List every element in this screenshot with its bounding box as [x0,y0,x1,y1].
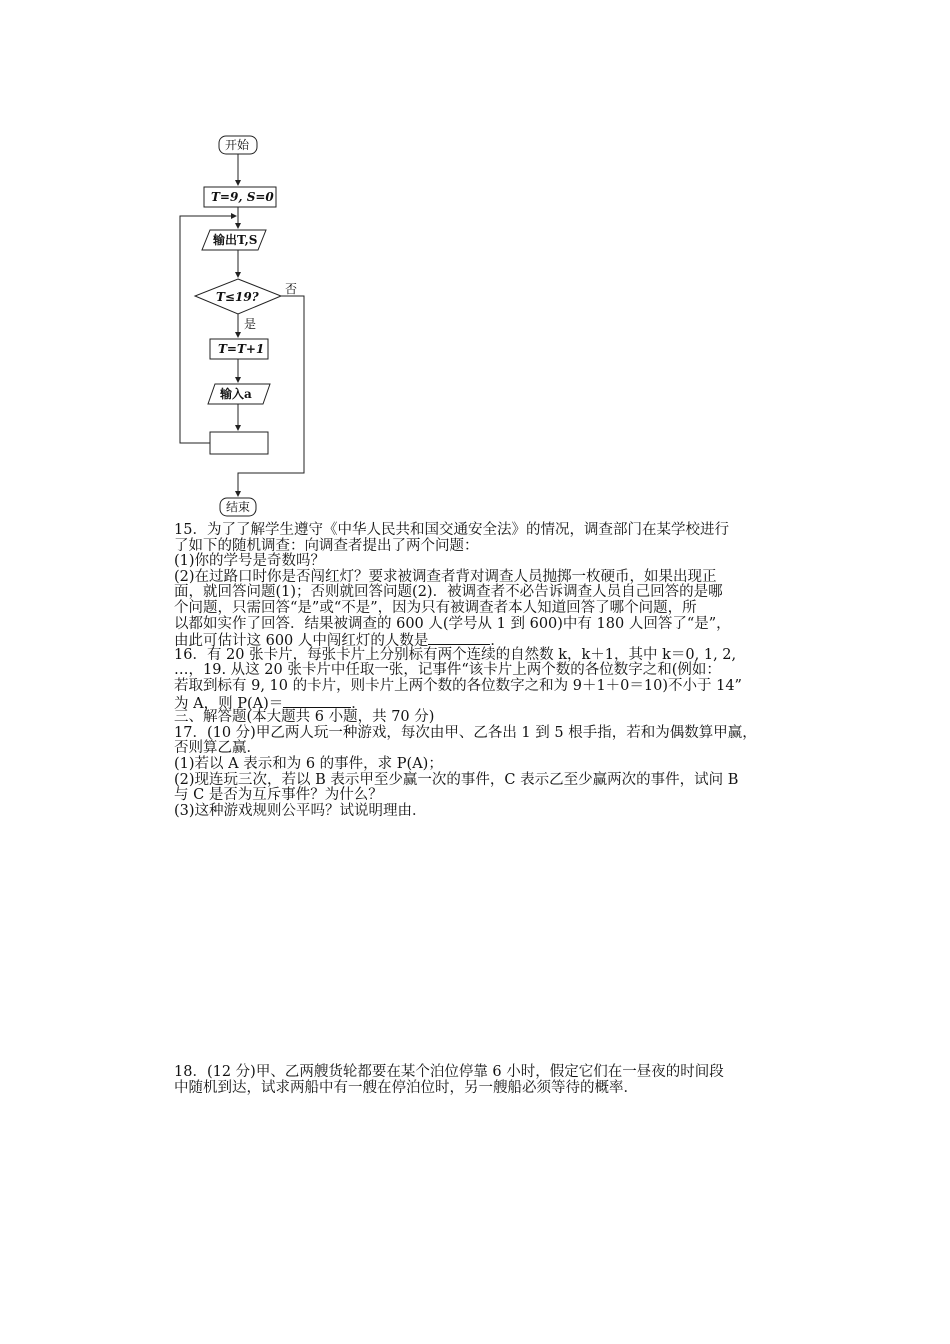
condition-label: T≤19? [216,290,259,304]
q16-period: ． [351,695,366,712]
q17-line: (2)现连玩三次，若以 B 表示甲至少赢一次的事件，C 表示乙至少赢两次的事件，试问 B [174,771,739,788]
q16-answer-blank[interactable] [283,695,351,708]
q16-line: 16．有 20 张卡片，每张卡片上分别标有两个连续的自然数 k，k＋1，其中 k＝0, 1, 2, [174,646,737,663]
blank-node [210,432,268,454]
q17-line: (1)若以 A 表示和为 6 的事件，求 P(A)； [174,755,443,772]
q15-line: (2)在过路口时你是否闯红灯？要求被调查者背对调查人员抛掷一枚硬币，如果出现正 [174,568,717,585]
flowchart [170,130,330,520]
q17-line: 与 C 是否为互斥事件？为什么？ [174,787,383,804]
question-16 [174,648,814,710]
init-label: T=9, S=0 [211,190,274,204]
q15-last-line [174,632,814,648]
q16-prompt: 为 A，则 P(A)＝ [174,695,284,712]
question-18 [174,1065,814,1096]
q15-answer-blank[interactable] [428,632,490,645]
q16-line: 若取到标有 9, 10 的卡片，则卡片上两个数的各位数字之和为 9＋1＋0＝10)不小于 14” [174,677,742,694]
q15-prompt: 由此可估计这 600 人中闯红灯的人数是 [174,633,429,650]
question-15 [174,523,814,648]
no-label: 否 [285,282,298,296]
q15-line: (1)你的学号是奇数吗？ [174,553,326,570]
q15-line: 了如下的随机调查：向调查者提出了两个问题： [174,537,479,554]
questions-block [174,523,814,819]
section-heading: 三、解答题(本大题共 6 小题，共 70 分) [174,709,435,726]
q16-last-line [174,695,814,711]
yes-label: 是 [244,317,257,331]
q15-line: 以都如实作了回答．结果被调查的 600 人(学号从 1 到 600)中有 180 人回答了“是”， [174,615,731,632]
increment-label: T=T+1 [218,342,265,356]
q17-line: (3)这种游戏规则公平吗？试说明理由． [174,802,427,819]
q16-line: …，19. 从这 20 张卡片中任取一张，记事件“该卡片上两个数的各位数字之和(例如： [174,662,721,679]
q15-line: 个问题，只需回答“是”或“不是”，因为只有被调查者本人知道回答了哪个问题，所 [174,599,697,616]
input-label: 输入a [220,387,252,401]
q18-line: 中随机到达，试求两船中有一艘在停泊位时，另一艘船必须等待的概率． [174,1079,638,1096]
q18-line: 18．(12 分)甲、乙两艘货轮都要在某个泊位停靠 6 小时，假定它们在一昼夜的时间段 [174,1064,724,1080]
q15-period: ． [490,633,505,650]
output-label: 输出T,S [213,233,258,247]
start-label: 开始 [225,138,250,152]
q15-line: 面，就回答问题(1)；否则就回答问题(2)．被调查者不必告诉调查人员自己回答的是哪 [174,584,723,601]
q17-line: 17．(10 分)甲乙两人玩一种游戏，每次由甲、乙各出 1 到 5 根手指，若和为偶数算甲赢， [174,724,757,741]
end-label: 结束 [226,500,251,514]
q17-line: 否则算乙赢． [174,740,261,757]
q15-line: 15．为了了解学生遵守《中华人民共和国交通安全法》的情况，调查部门在某学校进行 [174,522,729,538]
question-17 [174,726,814,820]
